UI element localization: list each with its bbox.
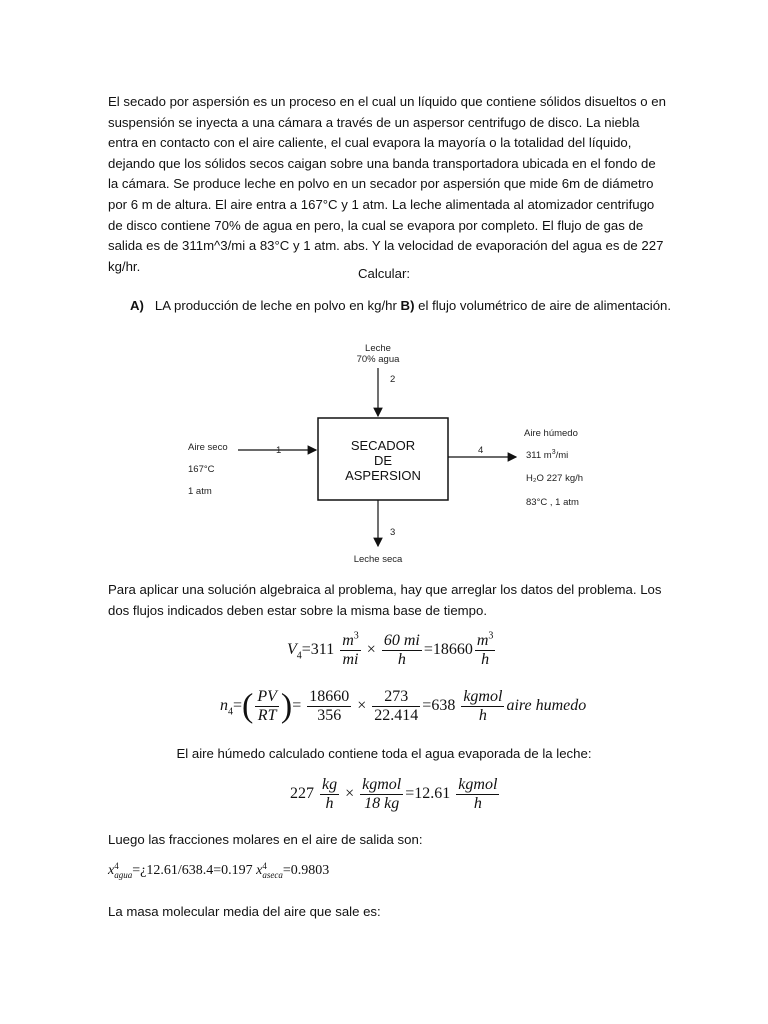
equation-3: 227 $\frac{kg}{h}$ × $\frac{\text{kgmol}}{18 kg}$ =12.61 $\frac{\text{kgmol}}{h}$ (290, 776, 498, 812)
intro-paragraph: El secado por aspersión es un proceso en el cual un líquido que contiene sólidos disueltos o en suspensión se inyecta a una cámara a través de un aspersor centrifugo de disco. La niebla entra en contacto con el aire caliente, el cual evapora la mayoría o la totalidad del líquido, dejando que los sólidos secos caigan sobre una banda transportadora ubicada en el fondo de la cámara. Se produce leche en polvo en un secador por aspersión que mide 6m de diámetro por 6 m de altura. El aire entra a 167°C y 1 atm. La leche alimentada al atomizador centrifugo de disco contiene 70% de agua en pero, la cual se evapora por completo. El flujo de gas de salida es de 311m^3/mi a 83°C y 1 atm. abs. Y la velocidad de evaporación del agua es de 227 kg/hr. (108, 94, 666, 274)
paragraph-5: La masa molecular media del aire que sale es: (108, 904, 381, 919)
stream-4-label-4: 83°C , 1 atm (526, 497, 579, 508)
stream-1-label-3: 1 atm (188, 486, 212, 497)
box-line-3: ASPERSION (345, 468, 421, 483)
stream-1-label-1: Aire seco (188, 442, 228, 453)
equation-1: $V_4=311$ $\frac{m^3}{mi}$ × $\frac{60 mi}{h}$ =18660 $\frac{m^3}{h}$ (287, 630, 494, 668)
stream-1-number: 1 (276, 445, 282, 456)
box-line-1: SECADOR (350, 438, 416, 453)
question-a-text: LA producción de leche en polvo en kg/hr (154, 298, 397, 313)
question-line (130, 298, 671, 313)
stream-1-label-2: 167°C (188, 464, 215, 475)
stream-2-label-2: 70% agua (356, 354, 400, 365)
stream-4-number: 4 (478, 445, 484, 456)
stream-3-label: Leche seca (353, 554, 403, 565)
stream-4-label-2: 311 $m^3/mi$ (526, 449, 569, 461)
stream-4-label-3: H₂O 227 kg/h (526, 473, 584, 484)
paragraph-3: El aire húmedo calculado contiene toda el agua evaporada de la leche: (176, 746, 592, 761)
stream-2-label-1: Leche (365, 343, 391, 354)
equation-4: x 4 agua =¿12.61/638.4=0.197 x 4 aseca =0.9803 (108, 861, 330, 880)
paragraph-2: Para aplicar una solución algebraica al problema, hay que arreglar los datos del problema. Los dos flujos indicados deben estar sobre la misma base de tiempo. (108, 582, 662, 618)
equation-2: $n_4=$( $\frac{PV}{RT}$ )= $\frac{18660}{356}$ × $\frac{273}{22.414}$ =638 $\frac{\text{kgmol}}{h}$ aire humedo (220, 687, 587, 725)
process-diagram (0, 330, 768, 580)
question-b-text: el flujo volumétrico de aire de alimentación. (418, 298, 672, 313)
question-a-label: A) (130, 298, 144, 313)
box-line-2: DE (373, 453, 393, 468)
stream-2-number: 2 (390, 374, 396, 385)
calcular-label: Calcular: (357, 266, 411, 281)
question-b-label: B) (400, 298, 415, 313)
stream-3-number: 3 (390, 527, 396, 538)
stream-4-label-1: Aire húmedo (524, 428, 578, 439)
paragraph-4: Luego las fracciones molares en el aire de salida son: (108, 832, 423, 847)
